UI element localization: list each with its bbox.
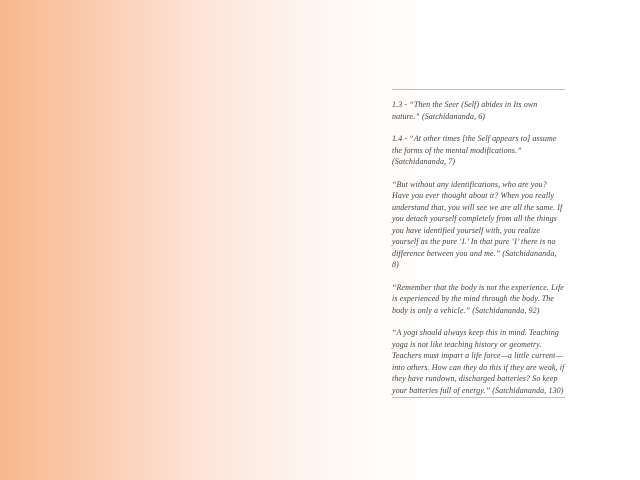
quote-paragraph: “But without any identifications, who are you? Have you ever thought about it? When you really understand that, you will see we are all the same. If you detach yourself completely from all the things you have identified yourself with, you realize yourself as the pure ‘I.’ In that pure ‘I’ there is no difference between you and me.” (Satchidananda, 8) — [392, 179, 563, 269]
quote-paragraph: 1.3 - “Then the Seer (Self) abides in Its own nature.” (Satchidananda, 6) — [392, 100, 538, 121]
quote-paragraph: “A yogi should always keep this in mind. Teaching yoga is not like teaching history or geometry. Teachers must impart a life force—a little current—into others. How can they do this if they are weak, if they have rundown, discharged batteries? So keep your batteries full of energy.” (Satchidananda, 130) — [392, 328, 565, 395]
bottom-divider — [392, 397, 565, 398]
quote-paragraph: “Remember that the body is not the experience. Life is experienced by the mind through the body. The body is only a vehicle.” (Satchidananda, 92) — [392, 282, 564, 315]
top-divider — [392, 89, 565, 90]
quote-paragraph: 1.4 - “At other times [the Self appears to] assume the forms of the mental modifications.” (Satchidananda, 7) — [392, 134, 557, 166]
quote-column — [392, 0, 565, 480]
quote-paragraphs — [392, 99, 565, 407]
